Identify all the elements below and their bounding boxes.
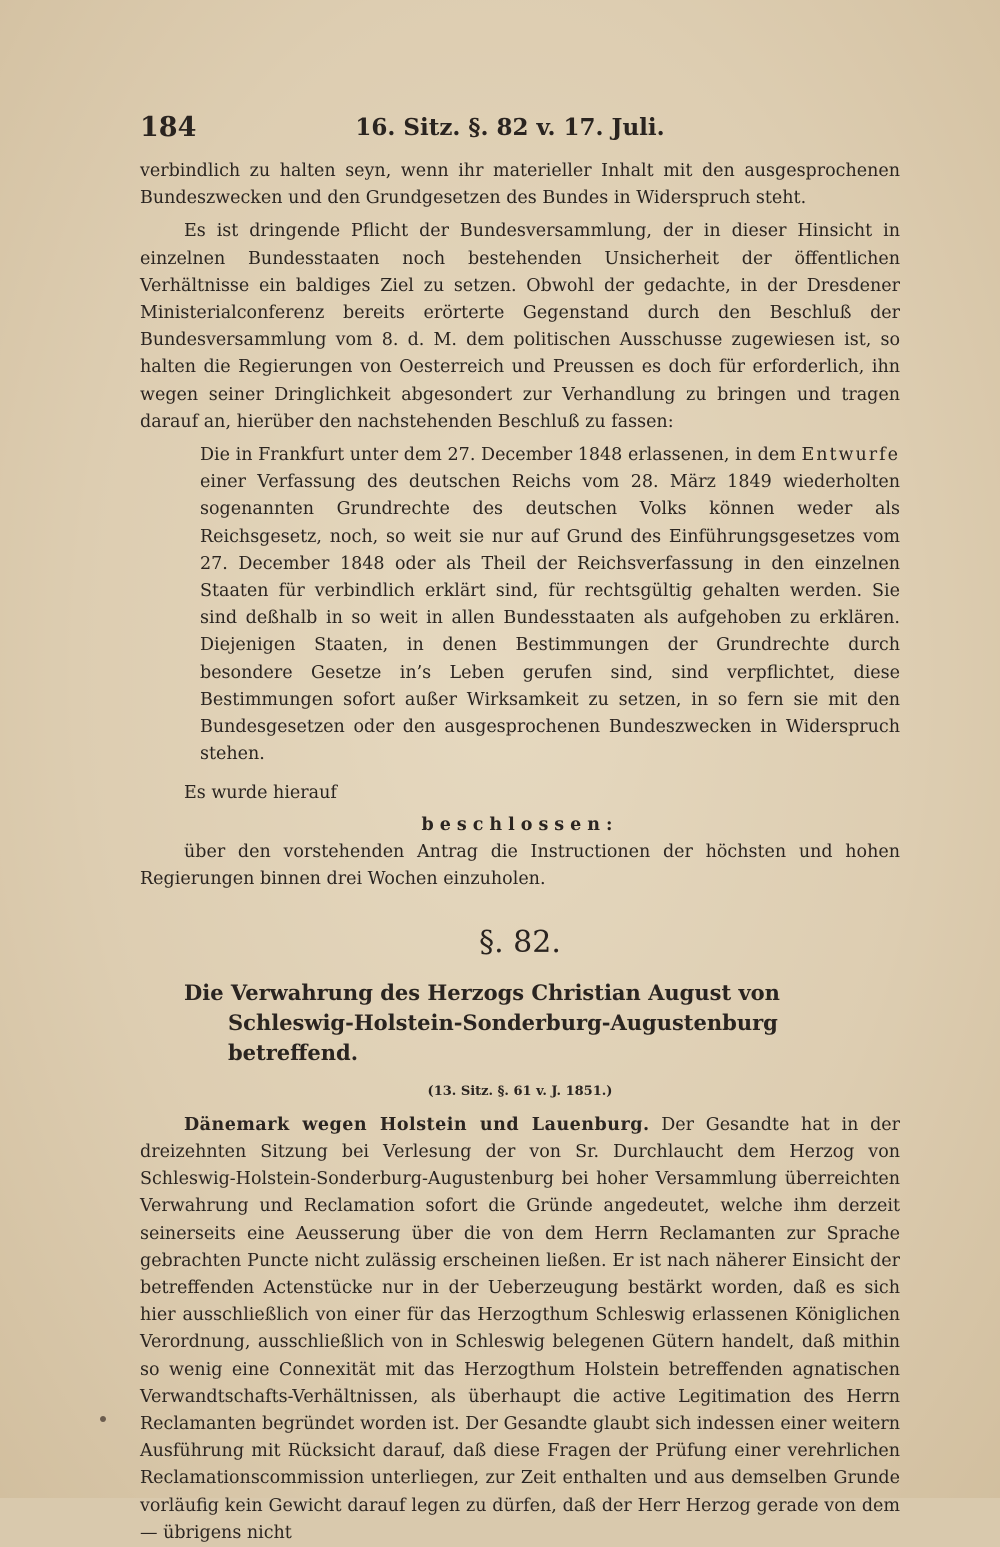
section-reference: (13. Sitz. §. 61 v. J. 1851.)	[427, 1084, 613, 1100]
running-head: 16. Sitz. §. 82 v. 17. Juli.	[355, 114, 665, 141]
resolution-text-emphasis: Entwurfe	[801, 445, 900, 466]
declaration-text: Der Gesandte hat in der dreizehnten Sitzung bei Verlesung der von Sr. Durchlaucht dem Herzog von Schleswig-Holstein-Sonderburg-Augustenburg bei hoher Versammlung überreichten Verwahrung und Reclamation sofort die Gründe angedeutet, welche ihm derzeit seinerseits eine Aeusserung über die von dem Herrn Reclamanten zur Sprache gebrachten Puncte nicht zulässig erscheinen ließen. Er ist nach näherer Einsicht der betreffenden Actenstücke nur in der Ueberzeugung bestärkt worden, daß es sich hier ausschließlich von einer für das Herzogthum Schleswig erlassenen Königlichen Verordnung, ausschließlich von in Schleswig belegenen Gütern handelt, daß mithin so wenig eine Connexität mit das Herzogthum Holstein betreffenden agnatischen Verwandtschafts-Verhältnissen, als überhaupt die active Legitimation des Herrn Reclamanten begründet worden ist. Der Gesandte glaubt sich indessen einer weitern Ausführung mit Rücksicht darauf, daß diese Fragen der Prüfung einer verehrlichen Reclamationscommission unterliegen, zur Zeit enthalten und aus demselben Grunde vorläufig kein Gewicht darauf legen zu dürfen, daß der Herr Herzog gerade von dem — übrigens nicht	[140, 1114, 900, 1543]
decision-word: beschlossen:	[421, 814, 619, 835]
page-number: 184	[140, 112, 197, 143]
resolution-text-start: Die in Frankfurt unter dem 27. December 1848 erlassenen, in dem	[200, 445, 802, 466]
resolution-text-end: einer Verfassung des deutschen Reichs vom 28. März 1849 wiederholten sogenannten Grundrechte des deutschen Volks können weder als Reichsgesetz, noch, so weit sie nur auf Grund des Einführungsgesetzes vom 27. December 1848 oder als Theil der Reichsverfassung in den einzelnen Staaten für verbindlich erklärt sind, für rechtsgültig gehalten werden. Sie sind deßhalb in so weit in allen Bundesstaaten als aufgehoben zu erklären. Diejenigen Staaten, in denen Bestimmungen der Grundrechte durch besondere Gesetze in’s Leben gerufen sind, sind verpflichtet, diese Bestimmungen sofort außer Wirksamkeit zu setzen, in so fern sie mit den Bundesgesetzen oder den ausgesprochenen Bundeszwecken in Widerspruch stehen.	[200, 472, 900, 765]
paragraph-resolution-text	[200, 442, 900, 768]
ink-speck	[100, 1416, 106, 1422]
section-title: Die Verwahrung des Herzogs Christian August von Schleswig-Holstein-Sonderburg-Augustenburg betreffend.	[184, 980, 780, 1066]
paragraph-declaration	[140, 1112, 900, 1547]
paragraph-decision: über den vorstehenden Antrag die Instructionen der höchsten und hohen Regierungen binnen drei Wochen einzuholen.	[140, 841, 900, 890]
page-header	[140, 112, 880, 152]
paragraph-continuation: verbindlich zu halten seyn, wenn ihr materieller Inhalt mit den ausgesprochenen Bundeszwecken und den Grundgesetzen des Bundes in Widerspruch steht.	[140, 161, 900, 209]
paragraph-decision-intro: Es wurde hierauf	[184, 783, 337, 804]
paragraph-proposal: Es ist dringende Pflicht der Bundesversammlung, der in dieser Hinsicht in einzelnen Bundesstaaten noch bestehenden Unsicherheit der öffentlichen Verhältnisse ein baldiges Ziel zu setzen. Obwohl der gedachte, in der Dresdener Ministerialconferenz bereits erörterte Gegenstand durch den Beschluß der Bundesversammlung vom 8. d. M. dem politischen Ausschusse zugewiesen ist, so halten die Regierungen von Oesterreich und Preussen es doch für erforderlich, ihn wegen seiner Dringlichkeit abgesondert zur Verhandlung zu bringen und tragen darauf an, hierüber den nachstehenden Beschluß zu fassen:	[140, 221, 900, 432]
declaration-lead: Dänemark wegen Holstein und Lauenburg.	[184, 1114, 650, 1135]
page-body	[140, 158, 900, 1547]
section-heading: §. 82.	[479, 925, 561, 961]
